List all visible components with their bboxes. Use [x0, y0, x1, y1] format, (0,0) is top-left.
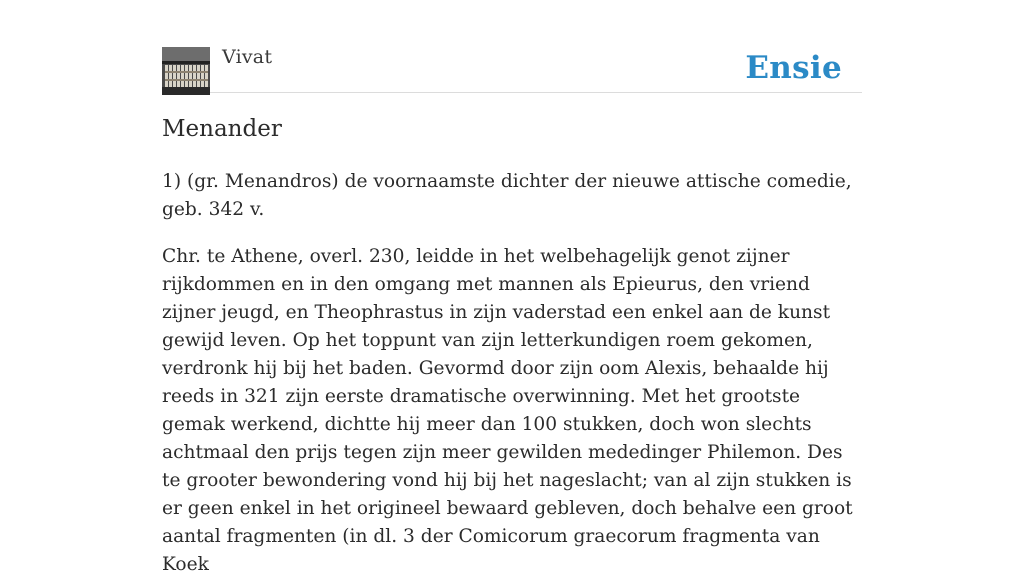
page-container	[162, 0, 862, 575]
article-paragraph-1: 1) (gr. Menandros) de voornaamste dichter der nieuwe attische comedie, geb. 342 v.	[162, 171, 852, 220]
page-title: Menander	[162, 116, 282, 142]
author-name[interactable]: Vivat	[222, 46, 273, 68]
header	[162, 0, 862, 93]
brand-logo[interactable]: Ensie	[745, 50, 842, 86]
bookshelf-avatar-icon	[162, 47, 210, 95]
author-avatar[interactable]	[162, 47, 210, 95]
article-paragraph-2: Chr. te Athene, overl. 230, leidde in het welbehagelijk genot zijner rijkdommen en in den omgang met mannen als Epieurus, den vriend zijner jeugd, en Theophrastus in zijn vaderstad een enkel aan de kunst gewijd leven. Op het toppunt van zijn letterkundigen roem gekomen, verdronk hij bij het baden. Gevormd door zijn oom Alexis, behaalde hij reeds in 321 zijn eerste dramatische overwinning. Met het grootste gemak werkend, dichtte hij meer dan 100 stukken, doch won slechts achtmaal den prijs tegen zijn meer gewilden mededinger Philemon. Des te grooter bewondering vond hij bij het nageslacht; van al zijn stukken is er geen enkel in het origineel bewaard gebleven, doch behalve een groot aantal fragmenten (in dl. 3 der Comicorum graecorum fragmenta van Koek	[162, 246, 853, 575]
